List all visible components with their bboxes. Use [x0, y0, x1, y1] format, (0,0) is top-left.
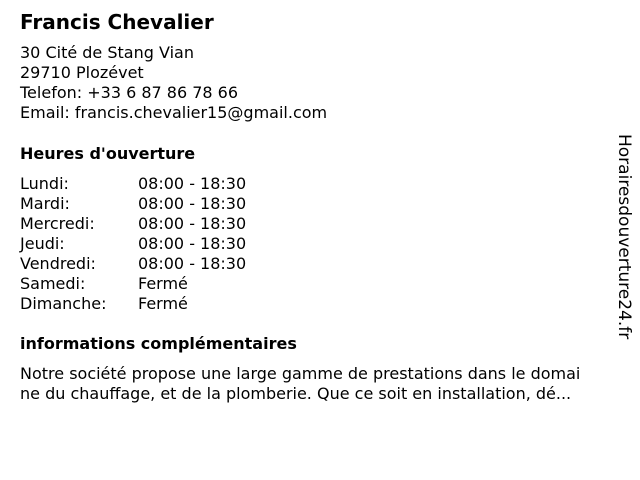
hours-row-saturday	[20, 274, 320, 294]
hours-value: 08:00 - 18:30	[138, 194, 247, 213]
day-label: Dimanche:	[20, 294, 107, 313]
description-line: Notre société propose une large gamme de prestations dans le domai	[20, 364, 581, 383]
city-postal: 29710 Plozévet	[20, 63, 144, 82]
hours-value: Fermé	[138, 294, 188, 313]
email-address: Email: francis.chevalier15@gmail.com	[20, 103, 328, 122]
business-name: Francis Chevalier	[20, 10, 214, 34]
hours-value: 08:00 - 18:30	[138, 174, 247, 193]
day-label: Vendredi:	[20, 254, 96, 273]
hours-row-tuesday	[20, 194, 320, 214]
opening-hours-table	[20, 174, 320, 314]
hours-value: 08:00 - 18:30	[138, 254, 247, 273]
site-watermark: Horairesdouverture24.fr	[614, 134, 634, 340]
hours-row-sunday	[20, 294, 320, 314]
description-line: ne du chauffage, et de la plomberie. Que ce soit en installation, dé...	[20, 384, 572, 403]
hours-row-monday	[20, 174, 320, 194]
phone-number: Telefon: +33 6 87 86 78 66	[20, 83, 239, 102]
hours-value: Fermé	[138, 274, 188, 293]
contact-block	[20, 43, 327, 123]
day-label: Lundi:	[20, 174, 69, 193]
additional-info-text	[20, 364, 626, 404]
additional-info-heading: informations complémentaires	[20, 334, 297, 353]
day-label: Samedi:	[20, 274, 86, 293]
hours-value: 08:00 - 18:30	[138, 214, 247, 233]
opening-hours-heading: Heures d'ouverture	[20, 144, 196, 163]
day-label: Mercredi:	[20, 214, 95, 233]
day-label: Mardi:	[20, 194, 70, 213]
hours-row-friday	[20, 254, 320, 274]
street-address: 30 Cité de Stang Vian	[20, 43, 194, 62]
day-label: Jeudi:	[20, 234, 65, 253]
hours-value: 08:00 - 18:30	[138, 234, 247, 253]
hours-row-wednesday	[20, 214, 320, 234]
hours-row-thursday	[20, 234, 320, 254]
